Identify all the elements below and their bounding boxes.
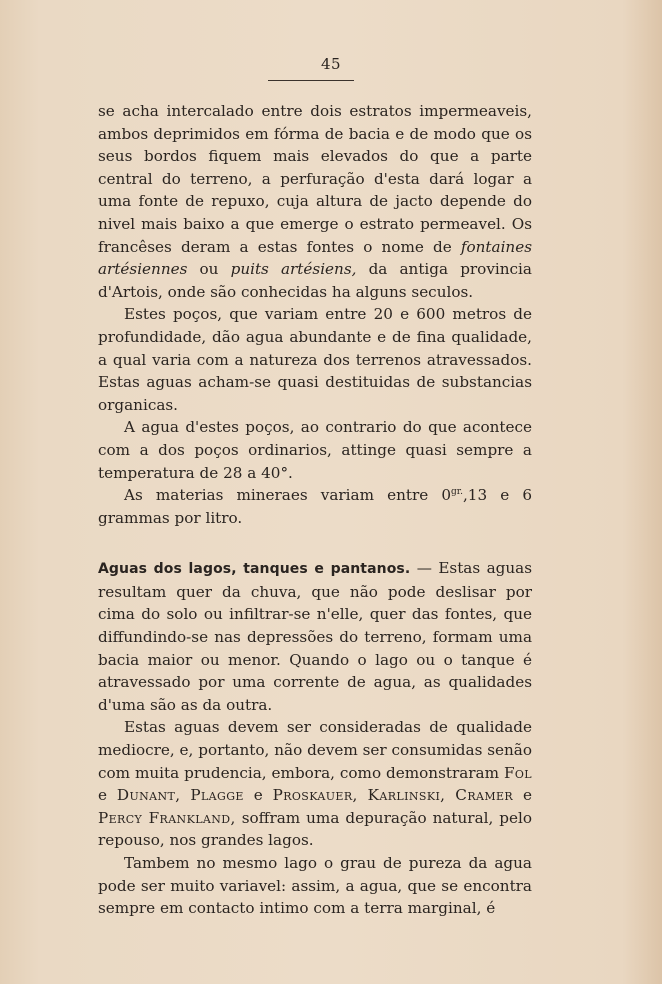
italic-term: puits artésiens, xyxy=(230,260,357,279)
paragraph-quality xyxy=(98,716,532,852)
paragraph-text: ou xyxy=(187,260,231,279)
conjunction: e xyxy=(98,786,117,805)
author-name: Dunant, xyxy=(116,786,181,805)
author-name: Cramer xyxy=(455,786,514,805)
section-heading: Aguas dos lagos, tanques e pantanos. xyxy=(98,561,411,578)
conjunction: e xyxy=(513,786,532,805)
conjunction: e xyxy=(243,786,273,805)
paragraph-text: Estas aguas devem ser consideradas de qualidade mediocre, e, portanto, não devem ser consumidas senão com muita prudencia, embora, como demonstraram xyxy=(98,718,532,782)
author-name: Percy Frankland, xyxy=(98,808,236,827)
separator xyxy=(358,786,368,804)
superscript-unit: gr. xyxy=(451,487,463,498)
paragraph-text: se acha intercalado entre dois estratos impermeaveis, ambos deprimidos em fórma de bacia e de modo que os seus bordos fiquem mais elevados do que a parte central do terreno, a perfuração d'esta dará logar a uma fonte de repuxo, cuja altura de jacto depende do nivel mais baixo a que emerge o estrato permeavel. Os francêses deram a estas fontes o nome de xyxy=(98,102,532,256)
author-name: Proskauer, xyxy=(272,786,358,805)
paragraph-text: As materias mineraes variam entre 0 xyxy=(124,486,452,505)
paragraph-text: da antiga provincia d'Artois, onde são conhecidas ha alguns seculos. xyxy=(98,260,532,301)
paragraph-text: — Estas aguas resultam quer da chuva, que não pode deslisar por cima do solo ou infiltrar-se n'elle, quer das fontes, que diffundindo-se nas depressões do terreno, formam uma bacia maior ou menor. Quando o lago ou o tanque é atravessado por uma corrente de agua, as qualidades d'uma são as da outra. xyxy=(98,559,532,714)
author-name: Plagge xyxy=(190,786,244,805)
header-rule xyxy=(268,80,354,81)
paragraph-purity: Tambem no mesmo lago o grau de pureza da agua pode ser muito variavel: assim, a agua, que se encontra sempre em contacto intimo com a terra marginal, é xyxy=(98,854,532,918)
separator xyxy=(445,786,455,804)
page-number: 45 xyxy=(320,55,342,73)
italic-term: fontaines artésiennes xyxy=(98,237,532,279)
paragraph-text: soffram uma depuração natural, pelo repouso, nos grandes lagos. xyxy=(98,808,532,850)
body-text xyxy=(98,100,532,920)
separator xyxy=(180,786,190,804)
paragraph-temperature: A agua d'estes poços, ao contrario do que acontece com a dos poços ordinarios, attinge quasi sempre a temperatura de 28 a 40°. xyxy=(98,418,532,482)
paragraph-well-depth: Estes poços, que variam entre 20 e 600 metros de profundidade, dão agua abundante e de fina qualidade, a qual varia com a natureza dos terrenos atravessados. Estas aguas acham-se quasi destituidas de substancias organicas. xyxy=(98,305,532,414)
paragraph-minerals xyxy=(98,484,532,529)
author-name: Karlinski, xyxy=(367,786,446,805)
author-name: Fol xyxy=(503,763,532,782)
paragraph-lakes xyxy=(98,557,532,716)
paragraph-text: ,13 e 6 grammas por litro. xyxy=(98,486,533,527)
paragraph-artesian-wells xyxy=(98,100,532,303)
